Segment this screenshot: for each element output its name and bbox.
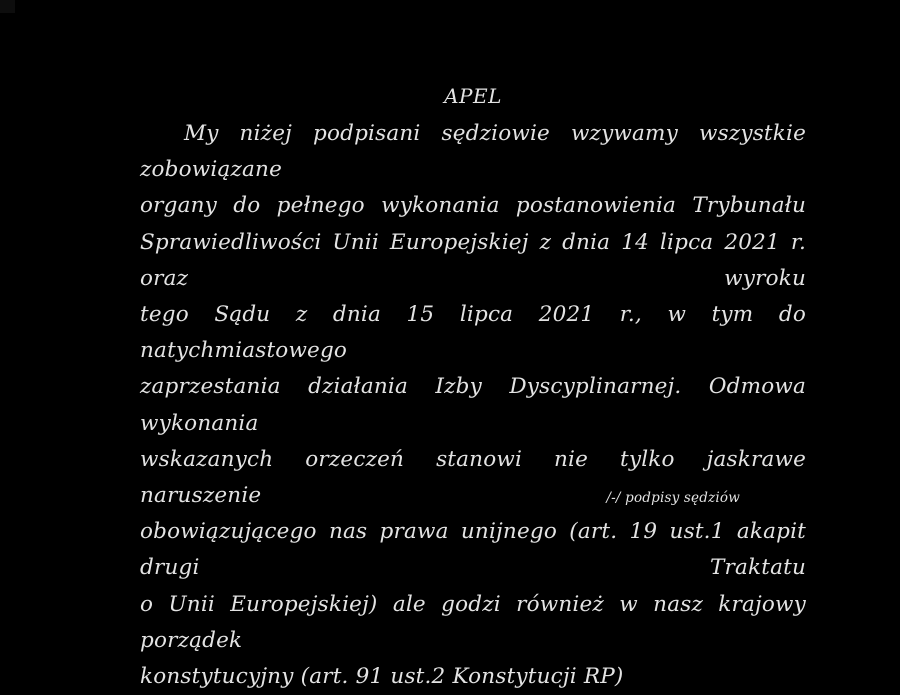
page-title: APEL: [444, 84, 502, 108]
body-line: My niżej podpisani sędziowie wzywamy wszystkie zobowiązane: [140, 121, 806, 183]
body-line: wskazanych orzeczeń stanowi nie tylko jaskrawe naruszenie: [140, 446, 806, 509]
signature-line: /-/ podpisy sędziów: [606, 490, 740, 506]
body-line: organy do pełnego wykonania postanowienia Trybunału: [140, 193, 806, 219]
body-line: obowiązującego nas prawa unijnego (art. 19 ust.1 akapit drugi Traktatu: [140, 519, 806, 581]
body-line: zaprzestania działania Izby Dyscyplinarnej. Odmowa wykonania: [140, 374, 806, 436]
body-line: Sprawiedliwości Unii Europejskiej z dnia 14 lipca 2021 r. oraz wyroku: [140, 229, 806, 291]
body-line: konstytucyjny (art. 91 ust.2 Konstytucji RP): [140, 664, 624, 690]
document-body: [140, 116, 806, 695]
body-line: o Unii Europejskiej) ale godzi również w nasz krajowy porządek: [140, 591, 806, 653]
body-line: tego Sądu z dnia 15 lipca 2021 r., w tym do natychmiastowego: [140, 302, 806, 364]
corner-smudge: [0, 0, 15, 13]
